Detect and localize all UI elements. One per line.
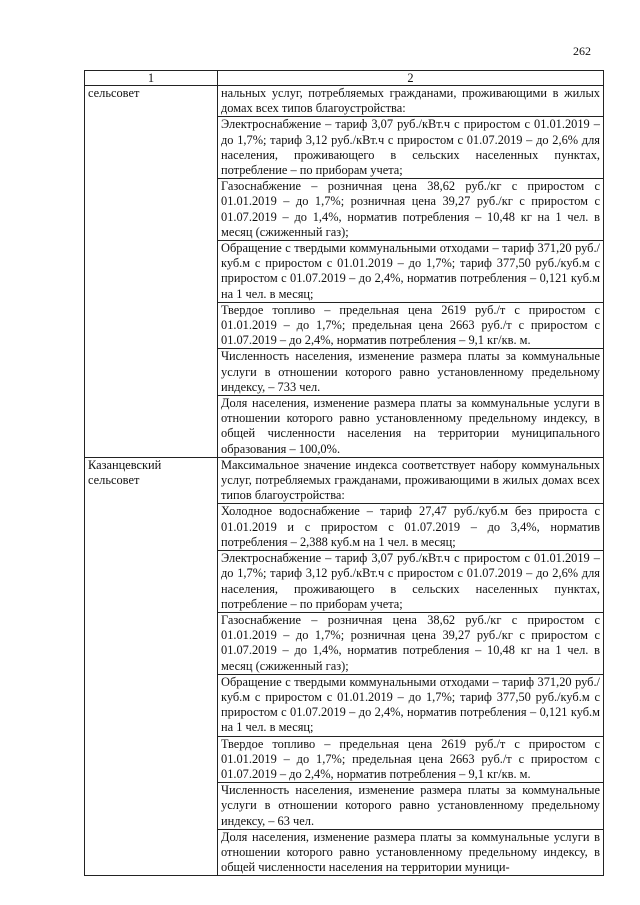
paragraph: Электроснабжение – тариф 3,07 руб./кВт.ч с приростом с 01.01.2019 – до 1,7%; тариф 3,12 руб./кВт.ч с приростом с 01.07.2019 – до 2,6% для населения, проживающего в сельских населенных пунктах, потребление – по приборам учета;	[218, 550, 603, 612]
municipality-name-cell	[85, 86, 218, 458]
paragraph: Численность населения, изменение размера платы за коммунальные услуги в отношении которого равно установленному предельному индексу, – 733 чел.	[218, 348, 603, 395]
paragraph: Доля населения, изменение размера платы за коммунальные услуги в отношении которого равно установленному предельному индексу, в общей численности населения на территории муници-	[218, 829, 603, 876]
description-cell	[218, 457, 604, 875]
table-row	[85, 86, 604, 458]
page-number: 262	[573, 44, 591, 58]
paragraph: Электроснабжение – тариф 3,07 руб./кВт.ч с приростом с 01.01.2019 – до 1,7%; тариф 3,12 руб./кВт.ч с приростом с 01.07.2019 – до 2,6% для населения, проживающего в сельских населенных пунктах, потребление – по приборам учета;	[218, 116, 603, 178]
paragraph: Газоснабжение – розничная цена 38,62 руб./кг с приростом с 01.01.2019 – до 1,7%; розничная цена 39,27 руб./кг с приростом с 01.07.2019 – до 1,4%, норматив потребления – 10,48 кг на 1 чел. в месяц (сжиженный газ);	[218, 178, 603, 240]
municipality-name-cell	[85, 457, 218, 875]
paragraph: Численность населения, изменение размера платы за коммунальные услуги в отношении которого равно установленному предельному индексу, – 63 чел.	[218, 782, 603, 829]
column-header-1: 1	[85, 71, 218, 86]
paragraph: Максимальное значение индекса соответствует набору коммунальных услуг, потребляемых гражданами, проживающими в жилых домах всех типов благоустройства:	[221, 457, 600, 503]
content-table	[84, 70, 604, 876]
description-cell	[218, 86, 604, 458]
header-row	[85, 71, 604, 86]
municipality-name: Казанцевский сельсовет	[88, 457, 162, 488]
paragraph: Обращение с твердыми коммунальными отходами – тариф 371,20 руб./куб.м с приростом с 01.01.2019 – до 1,7%; тариф 377,50 руб./куб.м с приростом с 01.07.2019 – до 2,4%, норматив потребления – 0,121 куб.м на 1 чел. в месяц;	[218, 240, 603, 302]
table-row	[85, 457, 604, 875]
paragraph: Обращение с твердыми коммунальными отходами – тариф 371,20 руб./куб.м с приростом с 01.01.2019 – до 1,7%; тариф 377,50 руб./куб.м с приростом с 01.07.2019 – до 2,4%, норматив потребления – 0,121 куб.м на 1 чел. в месяц;	[218, 674, 603, 736]
municipality-name: сельсовет	[88, 86, 140, 100]
paragraph: Твердое топливо – предельная цена 2619 руб./т с приростом с 01.01.2019 – до 1,7%; предельная цена 2663 руб./т с приростом с 01.07.2019 – до 2,4%, норматив потребления – 9,1 кг/кв. м.	[218, 736, 603, 783]
paragraph: нальных услуг, потребляемых гражданами, проживающими в жилых домах всех типов благоустройства:	[221, 86, 600, 116]
paragraph: Доля населения, изменение размера платы за коммунальные услуги в отношении которого равно установленному предельному индексу, в общей численности населения на территории муниципального образования – 100,0%.	[218, 395, 603, 457]
paragraph: Газоснабжение – розничная цена 38,62 руб./кг с приростом с 01.01.2019 – до 1,7%; розничная цена 39,27 руб./кг с приростом с 01.07.2019 – до 1,4%, норматив потребления – 10,48 кг на 1 чел. в месяц (сжиженный газ);	[218, 612, 603, 674]
paragraph: Холодное водоснабжение – тариф 27,47 руб./куб.м без прироста с 01.01.2019 и с приростом с 01.07.2019 – до 3,4%, норматив потребления – 2,388 куб.м на 1 чел. в месяц;	[218, 503, 603, 550]
column-header-2: 2	[218, 71, 604, 86]
paragraph: Твердое топливо – предельная цена 2619 руб./т с приростом с 01.01.2019 – до 1,7%; предельная цена 2663 руб./т с приростом с 01.07.2019 – до 2,4%, норматив потребления – 9,1 кг/кв. м.	[218, 302, 603, 349]
